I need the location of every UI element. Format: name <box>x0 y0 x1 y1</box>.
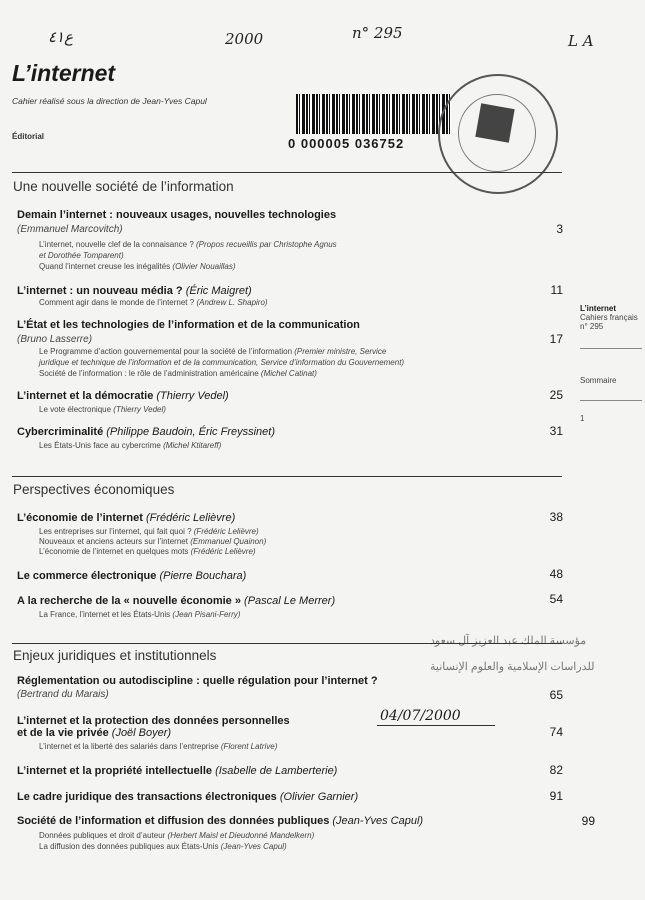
barcode <box>296 94 451 134</box>
sub-article: juridique et technique de l’information et de la communication, Service d’information du Gouvernement) <box>39 358 405 367</box>
date-underline <box>377 725 495 726</box>
section-title: Perspectives économiques <box>13 482 175 497</box>
sidebar-series: Cahiers français <box>580 313 638 322</box>
sub-article: Le Programme d’action gouvernemental pour la société de l’information (Premier ministre, Service <box>39 347 387 356</box>
article-title: L’économie de l’internet (Frédéric Lelièvre) <box>17 512 236 524</box>
article-title: Le cadre juridique des transactions électroniques (Olivier Garnier) <box>17 791 359 803</box>
article-title: Cybercriminalité (Philippe Baudoin, Éric Freyssinet) <box>17 426 276 438</box>
sidebar-issue: n° 295 <box>580 322 604 331</box>
section-divider <box>12 172 562 173</box>
page-number: 74 <box>549 725 563 739</box>
page-number: 91 <box>549 789 563 803</box>
sub-article: Quand l’internet creuse les inégalités (Olivier Nouaillas) <box>39 262 236 271</box>
handwritten-mark: L A <box>568 32 594 50</box>
article-title: L’État et les technologies de l’information et de la communication <box>17 319 360 331</box>
page-number: 11 <box>550 283 563 297</box>
section-title: Une nouvelle société de l’information <box>13 179 234 194</box>
article-author: (Bruno Lasserre) <box>17 334 93 345</box>
article-title: Société de l’information et diffusion des données publiques (Jean-Yves Capul) <box>17 815 424 827</box>
handwritten-year: 2000 <box>225 30 264 48</box>
sidebar-title: L’internet <box>580 304 617 313</box>
sidebar-sommaire: Sommaire <box>580 376 617 385</box>
sub-article: Les entreprises sur l’internet, qui fait quoi ? (Frédéric Lelièvre) <box>39 527 259 536</box>
sub-article: Les États-Unis face au cybercrime (Michel Ktitareff) <box>39 441 222 450</box>
sidebar-divider <box>580 400 642 401</box>
article-title-continued: et de la vie privée (Joël Boyer) <box>17 727 172 739</box>
sidebar-divider <box>580 348 642 349</box>
sub-article: Société de l’information : le rôle de l’administration américaine (Michel Catinat) <box>39 369 317 378</box>
page-number: 54 <box>549 592 563 606</box>
page-number: 31 <box>549 424 563 438</box>
sub-article: La France, l’internet et les États-Unis (Jean Pisani-Ferry) <box>39 610 241 619</box>
handwritten-arabic-note: مؤسسة الملك عبد العزيز آل سعود <box>430 635 587 647</box>
section-title: Enjeux juridiques et institutionnels <box>13 648 217 663</box>
article-author: (Emmanuel Marcovitch) <box>17 224 123 235</box>
page-number: 3 <box>556 222 563 236</box>
sub-article: Données publiques et droit d’auteur (Herbert Maisl et Dieudonné Mandelkern) <box>39 831 315 840</box>
section-divider <box>12 643 562 644</box>
article-title: Demain l’internet : nouveaux usages, nouvelles technologies <box>17 209 337 221</box>
page-number: 25 <box>549 388 563 402</box>
page-title: L’internet <box>12 60 116 86</box>
page-number: 48 <box>549 567 563 581</box>
article-author: (Bertrand du Marais) <box>17 689 109 700</box>
sub-article: et Dorothée Tomparent) <box>39 251 124 260</box>
sub-article: La diffusion des données publiques aux États-Unis (Jean-Yves Capul) <box>39 842 287 851</box>
sub-article: Le vote électronique (Thierry Vedel) <box>39 405 166 414</box>
article-title: Le commerce électronique (Pierre Bouchara) <box>17 570 247 582</box>
page-number: 38 <box>549 510 563 524</box>
sub-article: L’internet et la liberté des salariés dans l’entreprise (Florent Latrive) <box>39 742 278 751</box>
sub-article: Nouveaux et anciens acteurs sur l’internet (Emmanuel Quainon) <box>39 537 267 546</box>
handwritten-date: 04/07/2000 <box>380 708 461 724</box>
article-title: A la recherche de la « nouvelle économie » (Pascal Le Merrer) <box>17 595 336 607</box>
article-title: L’internet : un nouveau média ? (Éric Maigret) <box>17 285 252 297</box>
page-number: 17 <box>549 332 563 346</box>
page-number: 99 <box>581 814 595 828</box>
sidebar-page-number: 1 <box>580 414 585 423</box>
handwritten-issue: n° 295 <box>352 24 403 42</box>
handwritten-arabic-note: للدراسات الإسلامية والعلوم الإنسانية <box>430 661 595 673</box>
sub-article: L’économie de l’internet en quelques mots (Frédéric Lelièvre) <box>39 547 256 556</box>
article-title: L’internet et la démocratie (Thierry Vedel) <box>17 390 229 402</box>
barcode-number: 0 000005 036752 <box>288 136 405 151</box>
article-title: L’internet et la propriété intellectuelle (Isabelle de Lamberterie) <box>17 765 338 777</box>
sub-article: L’internet, nouvelle clef de la connaisance ? (Propos recueillis par Christophe Agnus <box>39 240 337 249</box>
section-divider <box>12 476 562 477</box>
sub-article: Comment agir dans le monde de l’internet ? (Andrew L. Shapiro) <box>39 298 268 307</box>
page-subtitle: Cahier réalisé sous la direction de Jean-Yves Capul <box>12 96 207 106</box>
article-title: L’internet et la protection des données personnelles <box>17 715 290 727</box>
stamp-emblem-icon <box>475 103 514 142</box>
library-stamp <box>438 74 558 194</box>
handwritten-code: ع٤١ <box>48 28 74 46</box>
editorial-label: Éditorial <box>12 132 45 141</box>
page-number: 65 <box>549 688 563 702</box>
article-title: Réglementation ou autodiscipline : quelle régulation pour l’internet ? <box>17 675 378 687</box>
page-number: 82 <box>549 763 563 777</box>
